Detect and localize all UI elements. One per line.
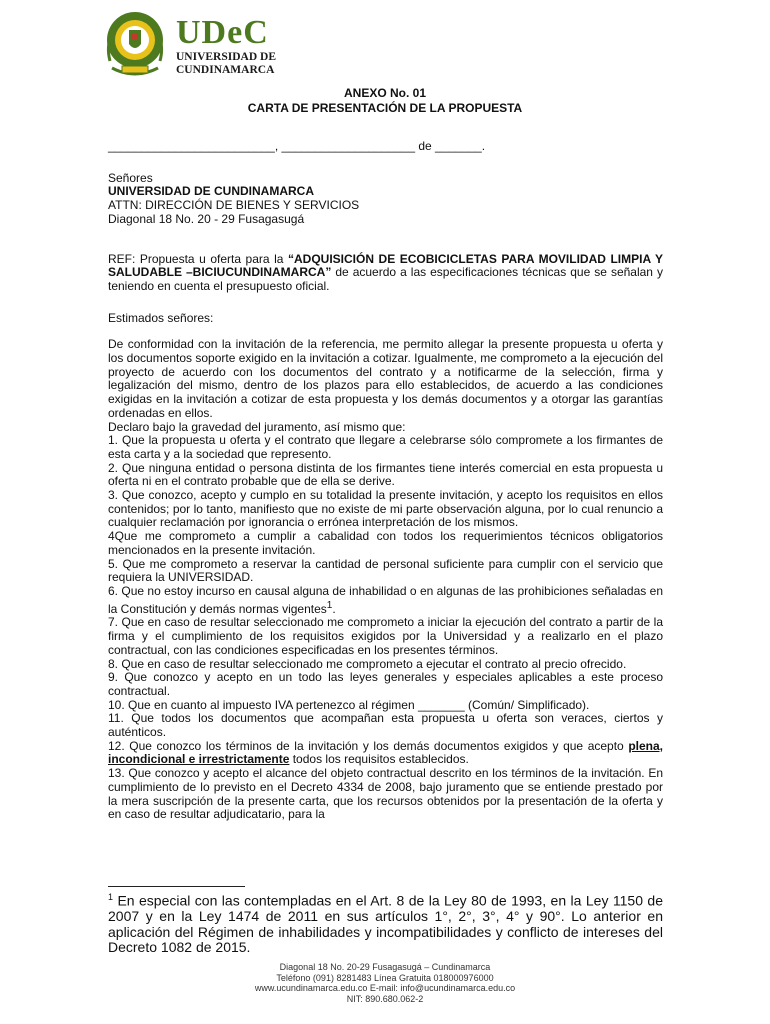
greeting: Señores bbox=[108, 170, 153, 185]
date-line: _________________________, ____________________ de _______. bbox=[108, 139, 486, 153]
ref-suffix: de acuerdo a las especificaciones técnicas que se señalan y teniendo en cuenta el presupuesto oficial. bbox=[108, 265, 663, 293]
list-item: 8. Que en caso de resultar seleccionado me comprometo a ejecutar el contrato al precio ofrecido. bbox=[108, 656, 627, 671]
salutation: Estimados señores: bbox=[108, 310, 214, 325]
list-item: 13. Que conozco y acepto el alcance del objeto contractual descrito en los términos de la invitación. En cumplimiento de lo previsto en el Decreto 4334 de 2008, bajo juramento que se entiende prestado por la mera suscripción de la presente carta, que los recursos obtenidos por la presentación de la oferta y en caso de resultar adjudicatario, para la bbox=[108, 766, 663, 822]
item-12-emphasis: plena, incondicional e irrestrictamente bbox=[108, 738, 663, 767]
list-item: 3. Que conozco, acepto y cumplo en su totalidad la presente invitación, y acepto los requisitos en ellos contenidos; por lo tanto, manifiesto que no existe de mi parte observación alguna, por lo cual renuncio a cualquier reclamación por ignorancia o errónea interpretación de los mismos. bbox=[108, 488, 663, 530]
brand-line-2: CUNDINAMARCA bbox=[176, 64, 275, 76]
list-item: 4Que me comprometo a cumplir a cabalidad con todos los requerimientos técnicos obligatorios mencionados en la presente invitación. bbox=[108, 529, 663, 557]
list-item: 9. Que conozco y acepto en un todo las leyes generales y especiales aplicables a este proceso contractual. bbox=[108, 670, 663, 698]
list-item: 11. Que todos los documentos que acompañan esta propuesta u oferta son veraces, ciertos y auténticos. bbox=[108, 711, 663, 740]
brand-block bbox=[176, 16, 276, 76]
intro-paragraph: De conformidad con la invitación de la referencia, me permito allegar la presente propuesta u oferta y los documentos soporte exigido en la invitación a cotizar. Igualmente, me comprometo a la ejecución del proyecto de acuerdo con los documentos del contrato y a notificarme de la selección, firma y legalización del mismo, dentro de los plazos para ello establecidos, de acuerdo a las condiciones exigidas en la invitación a cotizar de esta propuesta y los demás documentos y a otorgar las garantías ordenadas en ellos. bbox=[108, 337, 663, 420]
title-line-2: CARTA DE PRESENTACIÓN DE LA PROPUESTA bbox=[247, 101, 523, 115]
footnote-mark: 1 bbox=[108, 892, 114, 902]
list-item: 7. Que en caso de resultar seleccionado me comprometo a iniciar la ejecución del contrato a partir de la firma y el cumplimiento de los requisitos exigidos por la Universidad y a realizarlo en el plazo contractual, con las condiciones especificadas en los presentes términos. bbox=[108, 615, 663, 657]
footnote bbox=[108, 890, 663, 956]
reference-paragraph bbox=[108, 253, 663, 294]
footer-web: www.ucundinamarca.edu.co E-mail: info@ucundinamarca.edu.co bbox=[254, 983, 516, 993]
addressee-attn: ATTN: DIRECCIÓN DE BIENES Y SERVICIOS bbox=[108, 198, 360, 213]
ref-prefix: REF: Propuesta u oferta para la bbox=[108, 251, 288, 266]
item-12-end: todos los requisitos establecidos. bbox=[289, 752, 469, 767]
list-item bbox=[108, 585, 663, 616]
university-seal-icon bbox=[104, 6, 166, 80]
letterhead bbox=[104, 6, 404, 82]
footer-phone: Teléfono (091) 8281483 Línea Gratuita 018000976000 bbox=[276, 972, 494, 983]
item-12-text: 12. Que conozco los términos de la invitación y los demás documentos exigidos y que acepto bbox=[108, 738, 629, 753]
footer-nit: NIT: 890.680.062-2 bbox=[346, 993, 424, 1004]
footnote-divider bbox=[108, 886, 245, 887]
brand-line-1: UNIVERSIDAD DE bbox=[176, 51, 277, 63]
item-6-end: . bbox=[332, 601, 336, 616]
list-item bbox=[108, 740, 663, 767]
item-6-text: 6. Que no estoy incurso en causal alguna de inhabilidad o en algunas de las prohibiciones señaladas en la Constitución y demás normas vigentes bbox=[108, 583, 663, 616]
list-item: 2. Que ninguna entidad o persona distinta de los firmantes tiene interés comercial en esta propuesta u oferta ni en el contrato probable que de ella se derive. bbox=[108, 460, 663, 489]
footnote-reference: 1 bbox=[326, 599, 333, 611]
list-item: 1. Que la propuesta u oferta y el contrato que llegare a celebrarse sólo compromete a los firmantes de esta carta y a la sociedad que represento. bbox=[108, 433, 663, 461]
ref-title: “ADQUISICIÓN DE ECOBICICLETAS PARA MOVILIDAD LIMPIA Y SALUDABLE –BICIUCUNDINAMARCA” bbox=[108, 251, 663, 280]
footnote-text: En especial con las contempladas en el Art. 8 de la Ley 80 de 1993, en la Ley 1150 de 2007 y en la Ley 1474 de 2011 en sus artículos 1°, 2°, 3°, 4° y 90°. Lo anterior en aplicación del Régimen de inhabilidades y incompatibilidades y conflicto de intereses del Decreto 1082 de 2015. bbox=[108, 892, 663, 956]
addressee-institution: UNIVERSIDAD DE CUNDINAMARCA bbox=[108, 184, 315, 199]
letter-body bbox=[108, 140, 663, 822]
declaration: Declaro bajo la gravedad del juramento, así mismo que: bbox=[108, 419, 406, 434]
document-title bbox=[0, 86, 770, 116]
list-item: 5. Que me comprometo a reservar la cantidad de personal suficiente para cumplir con el servicio que requiera la UNIVERSIDAD. bbox=[108, 556, 663, 585]
footer-address: Diagonal 18 No. 20-29 Fusagasugá – Cundinamarca bbox=[279, 962, 491, 972]
page-footer bbox=[0, 962, 770, 1004]
title-line-1: ANEXO No. 01 bbox=[343, 86, 427, 100]
list-item: 10. Que en cuanto al impuesto IVA pertenezco al régimen _______ (Común/ Simplificado). bbox=[108, 697, 590, 712]
brand-name: UDeC bbox=[176, 14, 269, 51]
addressee-address: Diagonal 18 No. 20 - 29 Fusagasugá bbox=[108, 211, 305, 226]
